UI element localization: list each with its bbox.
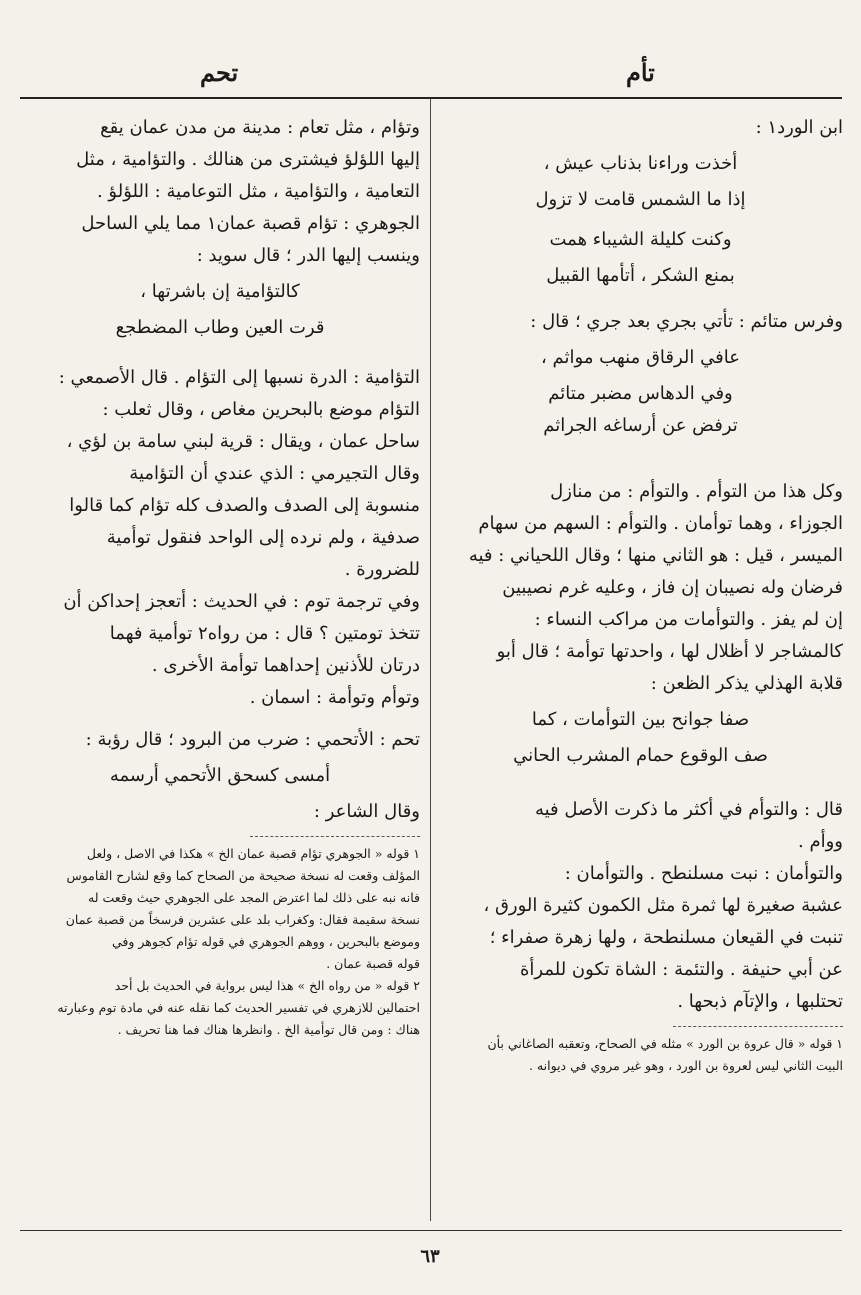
text-line: إليها اللؤلؤ فيشترى من هنالك . والتؤامية ، مثل: [76, 149, 420, 170]
text-line: ابن الورد١ :: [755, 117, 843, 138]
text-line: ساحل عمان ، ويقال : قرية لبني سامة بن لؤي ،: [66, 431, 420, 452]
text-line: والتوأمان : نبت مسلنطح . والتوأمان :: [564, 863, 843, 884]
right-column: [438, 112, 843, 1077]
verse-line: أخذت وراءنا بذناب عيش ،: [543, 153, 738, 174]
text-line: وقال الشاعر :: [313, 801, 420, 822]
text-line: قال : والتوأم في أكثر ما ذكرت الأصل فيه: [534, 799, 843, 820]
text-line: الميسر ، قيل : هو الثاني منها ؛ وقال اللحياني : فيه: [468, 545, 843, 566]
text-line: قلابة الهذلي يذكر الظعن :: [650, 673, 843, 694]
text-line: عشبة صغيرة لها ثمرة مثل الكمون كثيرة الورق ،: [483, 895, 843, 916]
page-number: ٦٣: [420, 1246, 440, 1267]
text-line: منسوبة إلى الصدف والصدف كله تؤام كما قالوا: [69, 495, 420, 516]
text-line: كالمشاجر لا أظلال لها ، واحدتها توأمة ؛ قال أبو: [496, 641, 843, 662]
left-column: [20, 112, 420, 1041]
text-line: تحتلبها ، والإتآم ذبحها .: [677, 991, 843, 1012]
verse-line: أمسى كسحق الأتحمي أرسمه: [109, 765, 331, 786]
footnote-rule: [250, 836, 420, 837]
text-line: الجوزاء ، وهما توأمان . والتوأم : السهم من سهام: [478, 513, 843, 534]
text-line: وتؤام ، مثل تعام : مدينة من مدن عمان يقع: [100, 117, 420, 138]
verse-line: ترفض عن أرساغه الجراثم: [543, 415, 738, 436]
verse-line: وكنت كليلة الشيباء همت: [549, 229, 732, 250]
text-line: تحم : الأتحمي : ضرب من البرود ؛ قال رؤبة :: [85, 729, 420, 750]
footnote-line: نسخة سقيمة فقال: وكغراب بلد على عشرين فرسخاً من قصبة عمان: [65, 912, 420, 927]
verse-line: كالتؤامية إن باشرتها ،: [140, 281, 300, 302]
text-line: للضرورة .: [344, 559, 420, 580]
text-line: وينسب إليها الدر ؛ قال سويد :: [196, 245, 420, 266]
text-line: وتوأم وتوأمة : اسمان .: [249, 687, 420, 708]
footnote-line: ١ قوله « قال عروة بن الورد » مثله في الصحاح، وتعقبه الصاغاني بأن: [487, 1036, 843, 1051]
text-line: وفي ترجمة توم : في الحديث : أتعجز إحداكن أن: [63, 591, 420, 612]
footnote-line: فانه نبه على ذلك لما اعترض المجد على الجوهري حيث وقعت له: [88, 890, 420, 905]
text-line: تنبت في القيعان مسلنطحة ، ولها زهرة صفراء ؛: [489, 927, 843, 948]
text-line: التعامية ، والتؤامية ، مثل التوعامية : اللؤلؤ .: [96, 181, 420, 202]
text-line: صدفية ، ولم نرده إلى الواحد فنقول توأمية: [106, 527, 420, 548]
footnote-line: هناك : ومن قال توأمية الخ . وانظرها هناك فما هنا تحريف .: [117, 1022, 420, 1037]
text-line: وفرس متائم : تأتي بجري بعد جري ؛ قال :: [530, 311, 843, 332]
left-headword: تحم: [200, 58, 239, 87]
verse-line: وفي الدهاس مضبر متائم: [548, 383, 733, 404]
verse-line: إذا ما الشمس قامت لا تزول: [535, 189, 746, 210]
footnote-line: وموضع بالبحرين ، ووهم الجوهري في قوله تؤام كجوهر وفي: [111, 934, 420, 949]
bottom-rule: [20, 1230, 842, 1231]
text-line: التؤام موضع بالبحرين مغاص ، وقال ثعلب :: [102, 399, 420, 420]
footnote-line: ١ قوله « الجوهري تؤام قصبة عمان الخ » هكذا في الاصل ، ولعل: [86, 846, 420, 861]
verse-line: عافي الرقاق منهب مواثم ،: [541, 347, 740, 368]
text-line: الجوهري : تؤام قصبة عمان١ مما يلي الساحل: [81, 213, 420, 234]
top-rule: [20, 97, 842, 99]
verse-line: بمنع الشكر ، أتأمها القبيل: [546, 265, 735, 286]
footnote-line: البيت الثاني ليس لعروة بن الورد ، وهو غير مروي في ديوانه .: [529, 1058, 843, 1073]
text-line: درتان للأذنين إحداهما توأمة الأخرى .: [151, 655, 420, 676]
text-line: إن لم يفز . والتوأمات من مراكب النساء :: [534, 609, 843, 630]
verse-line: قرت العين وطاب المضطجع: [115, 317, 325, 338]
text-line: التؤامية : الدرة نسبها إلى التؤام . قال الأصمعي :: [58, 367, 420, 388]
text-line: وقال التجيرمي : الذي عندي أن التؤامية: [129, 463, 420, 484]
text-line: ووأم .: [798, 831, 843, 852]
verse-line: صف الوقوع حمام المشرب الحاني: [513, 745, 768, 766]
footnote-line: قوله قصبة عمان .: [326, 956, 420, 971]
footnote-line: ٢ قوله « من رواه الخ » هذا ليس برواية في الحديث بل أحد: [114, 978, 420, 993]
text-line: عن أبي حنيفة . والتئمة : الشاة تكون للمرأة: [520, 959, 843, 980]
column-divider: [430, 99, 431, 1221]
text-line: فرضان وله نصيبان إن فاز ، وعليه غرم نصيبين: [502, 577, 843, 598]
verse-line: صفا جوانح بين التوأمات ، كما: [531, 709, 750, 730]
right-headword: تأم: [626, 58, 655, 87]
footnote-rule: [673, 1026, 843, 1027]
footnote-line: المؤلف وقعت له نسخة صحيحة من الصحاح كما وقع لشارح القاموس: [66, 868, 420, 883]
footnote-line: احتمالين للازهري في تفسير الحديث كما نقله عنه في مادة توم وعبارته: [57, 1000, 420, 1015]
text-line: وكل هذا من التوأم . والتوأم : من منازل: [550, 481, 843, 502]
text-line: تتخذ تومتين ؟ قال : من رواه٢ توأمية فهما: [109, 623, 420, 644]
